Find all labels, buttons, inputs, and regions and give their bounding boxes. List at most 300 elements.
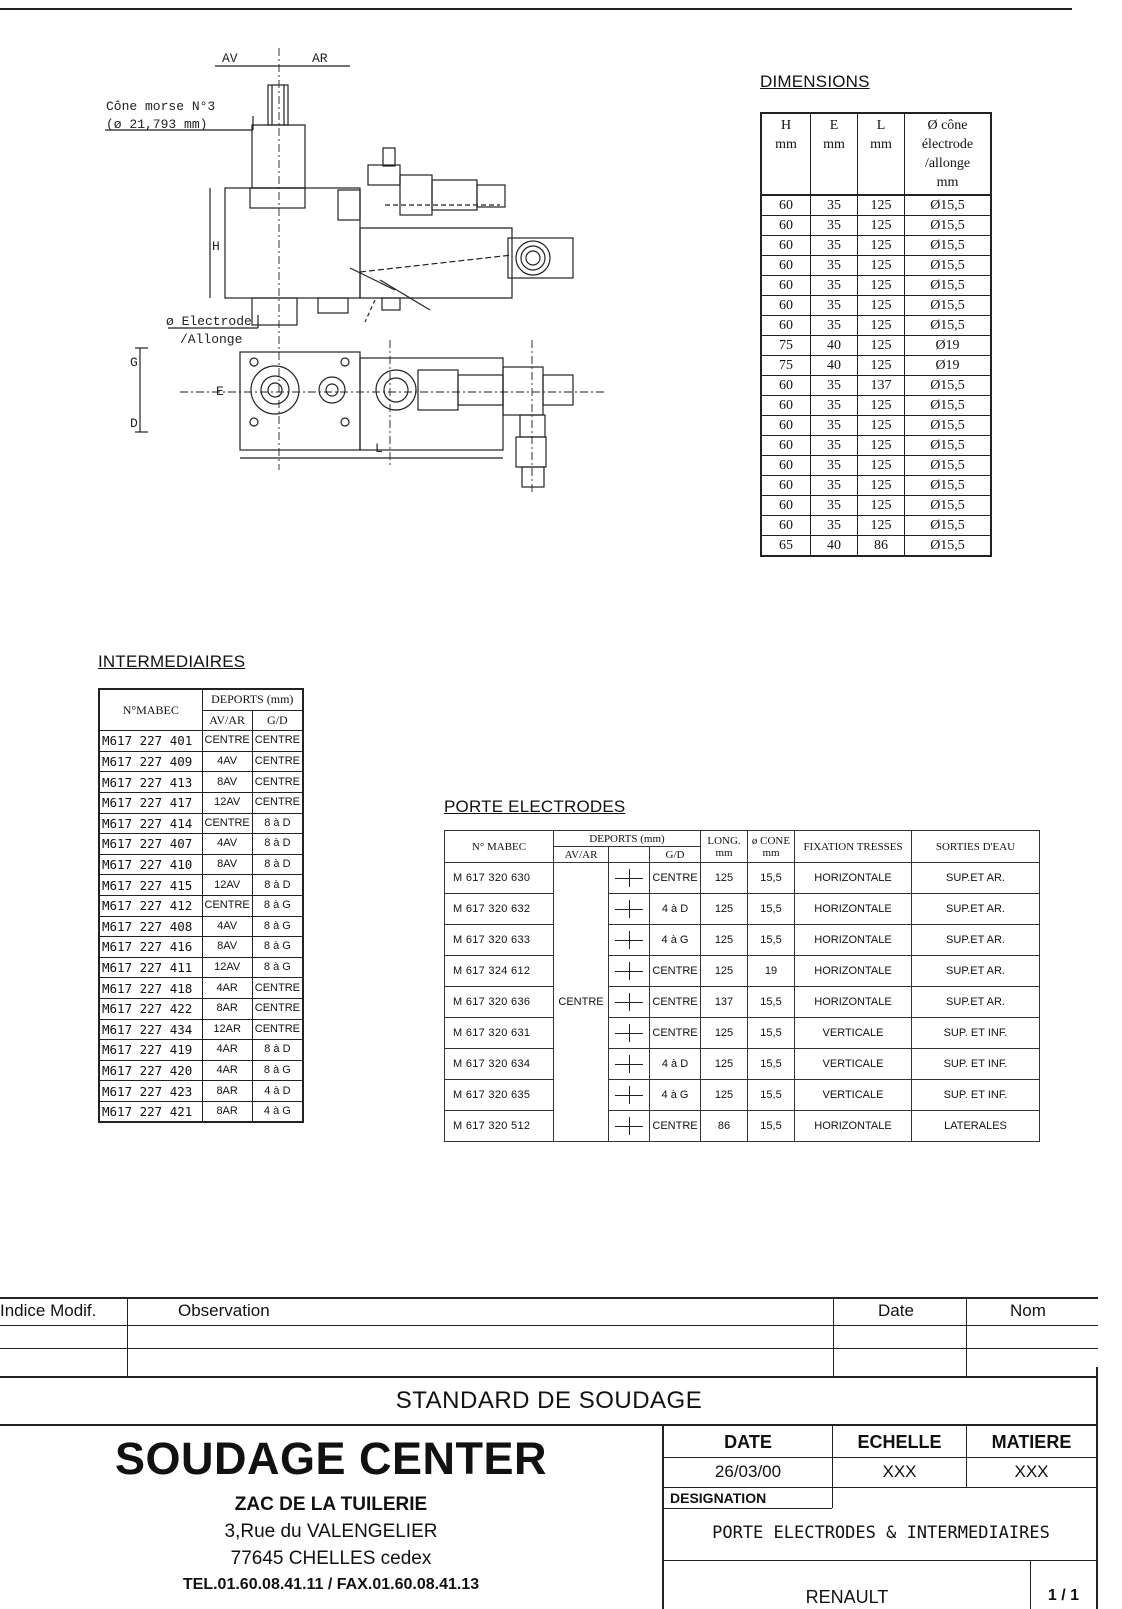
intermediaires-avar-cell: CENTRE: [202, 731, 252, 752]
porte-row: [445, 894, 1040, 925]
porte-long-cell: 125: [701, 863, 748, 894]
dimensions-cell: 35: [811, 436, 858, 456]
dimensions-cell: 35: [811, 416, 858, 436]
dimensions-cell: 40: [811, 356, 858, 376]
intermediaires-ref-cell: M617 227 413: [99, 772, 202, 793]
dimensions-row: [761, 496, 991, 516]
porte-fixation-cell: VERTICALE: [795, 1018, 912, 1049]
intermediaires-row: [99, 751, 303, 772]
dim-h-label: H: [212, 239, 220, 254]
porte-ref-cell: M 617 320 630: [445, 863, 554, 894]
dimensions-row: [761, 456, 991, 476]
porte-long-cell: 137: [701, 987, 748, 1018]
intermediaires-avar-cell: 12AV: [202, 875, 252, 896]
porte-ref-cell: M 617 320 636: [445, 987, 554, 1018]
intermediaires-row: [99, 895, 303, 916]
intermediaires-ref-cell: M617 227 414: [99, 813, 202, 834]
dimensions-cell: 35: [811, 276, 858, 296]
dimensions-cell: Ø15,5: [905, 516, 992, 536]
dimensions-row: [761, 536, 991, 557]
intermediaires-header-gd: G/D: [252, 710, 303, 731]
intermediaires-gd-cell: CENTRE: [252, 731, 303, 752]
intermediaires-ref-cell: M617 227 410: [99, 854, 202, 875]
dimensions-cell: 125: [858, 336, 905, 356]
porte-header-ref: N° MABEC: [445, 831, 554, 863]
porte-cone-cell: 15,5: [748, 925, 795, 956]
dimensions-header-cone-3: /allonge: [924, 156, 971, 171]
intermediaires-gd-cell: 4 à G: [252, 1101, 303, 1122]
dimensions-cell: 75: [761, 336, 811, 356]
porte-row: [445, 1111, 1040, 1142]
dimensions-row: [761, 296, 991, 316]
porte-fixation-cell: VERTICALE: [795, 1049, 912, 1080]
dimensions-cell: Ø15,5: [905, 316, 992, 336]
dimensions-cell: 35: [811, 236, 858, 256]
dimensions-cell: 125: [858, 476, 905, 496]
intermediaires-row: [99, 916, 303, 937]
dimensions-cell: 65: [761, 536, 811, 557]
porte-sorties-cell: SUP.ET AR.: [912, 925, 1040, 956]
dimensions-cell: 60: [761, 316, 811, 336]
cone-label: Cône morse N°3: [106, 99, 216, 114]
dimensions-cell: 125: [858, 236, 905, 256]
dimensions-cell: 60: [761, 456, 811, 476]
intermediaires-avar-cell: 12AV: [202, 957, 252, 978]
dimensions-cell: 125: [858, 195, 905, 216]
dimensions-cell: 35: [811, 216, 858, 236]
dimensions-cell: 60: [761, 416, 811, 436]
porte-electrodes-table: [444, 830, 1040, 1142]
dimensions-header-e-1: E: [829, 118, 839, 133]
porte-sorties-cell: SUP.ET AR.: [912, 956, 1040, 987]
intermediaires-ref-cell: M617 227 416: [99, 937, 202, 958]
porte-gd-cell: 4 à D: [650, 1049, 701, 1080]
porte-ref-cell: M 617 320 632: [445, 894, 554, 925]
dimensions-cell: Ø15,5: [905, 195, 992, 216]
intermediaires-row: [99, 978, 303, 999]
dimensions-cell: 125: [858, 456, 905, 476]
porte-gd-cell: CENTRE: [650, 1111, 701, 1142]
intermediaires-gd-cell: CENTRE: [252, 751, 303, 772]
matiere-label: MATIERE: [991, 1432, 1072, 1452]
porte-header-fixation: FIXATION TRESSES: [795, 831, 912, 863]
dimensions-cell: Ø15,5: [905, 456, 992, 476]
porte-header-cone-unit: mm: [762, 846, 780, 859]
date-label: DATE: [724, 1432, 772, 1452]
intermediaires-row: [99, 1081, 303, 1102]
deport-symbol-icon: [609, 1111, 650, 1142]
dimensions-cell: 35: [811, 496, 858, 516]
porte-row: [445, 1018, 1040, 1049]
top-border-line: [0, 8, 1072, 10]
porte-long-cell: 86: [701, 1111, 748, 1142]
intermediaires-row: [99, 834, 303, 855]
deport-symbol-icon: [609, 863, 650, 894]
porte-header-avar: AV/AR: [554, 847, 609, 863]
intermediaires-avar-cell: 4AV: [202, 916, 252, 937]
dimensions-cell: 35: [811, 296, 858, 316]
porte-ref-cell: M 617 320 512: [445, 1111, 554, 1142]
intermediaires-row: [99, 957, 303, 978]
intermediaires-title: INTERMEDIAIRES: [98, 652, 246, 671]
designation-value: PORTE ELECTRODES & INTERMEDIAIRES: [712, 1523, 1050, 1543]
porte-row: [445, 863, 1040, 894]
dimensions-title: DIMENSIONS: [760, 72, 870, 91]
label-av: AV: [222, 51, 238, 66]
porte-long-cell: 125: [701, 1049, 748, 1080]
cone-dimension: (ø 21,793 mm): [106, 117, 208, 132]
intermediaires-ref-cell: M617 227 421: [99, 1101, 202, 1122]
dimensions-cell: 75: [761, 356, 811, 376]
porte-sorties-cell: SUP.ET AR.: [912, 894, 1040, 925]
matiere-value: XXX: [1014, 1462, 1049, 1481]
dimensions-cell: 35: [811, 476, 858, 496]
intermediaires-ref-cell: M617 227 434: [99, 1019, 202, 1040]
dimensions-row: [761, 476, 991, 496]
intermediaires-ref-cell: M617 227 407: [99, 834, 202, 855]
intermediaires-ref-cell: M617 227 422: [99, 998, 202, 1019]
porte-fixation-cell: HORIZONTALE: [795, 987, 912, 1018]
address-line-4: TEL.01.60.08.41.11 / FAX.01.60.08.41.13: [182, 1576, 480, 1593]
intermediaires-ref-cell: M617 227 417: [99, 792, 202, 813]
dimensions-cell: 125: [858, 216, 905, 236]
dimensions-cell: Ø15,5: [905, 536, 992, 557]
porte-cone-cell: 15,5: [748, 1018, 795, 1049]
intermediaires-row: [99, 937, 303, 958]
intermediaires-header-avar: AV/AR: [202, 710, 252, 731]
dimensions-cell: Ø15,5: [905, 416, 992, 436]
intermediaires-gd-cell: CENTRE: [252, 998, 303, 1019]
dimensions-cell: 35: [811, 316, 858, 336]
intermediaires-avar-cell: 4AR: [202, 1040, 252, 1061]
porte-sorties-cell: LATERALES: [912, 1111, 1040, 1142]
intermediaires-avar-cell: 8AR: [202, 998, 252, 1019]
dimensions-header-h-2: mm: [775, 137, 797, 152]
dimensions-cell: Ø19: [905, 336, 992, 356]
dimensions-row: [761, 276, 991, 296]
dimensions-cell: 60: [761, 476, 811, 496]
dimensions-cell: Ø15,5: [905, 216, 992, 236]
deport-symbol-icon: [609, 956, 650, 987]
intermediaires-gd-cell: 8 à G: [252, 937, 303, 958]
porte-long-cell: 125: [701, 1080, 748, 1111]
intermediaires-row: [99, 1040, 303, 1061]
date-value: 26/03/00: [714, 1462, 782, 1481]
dimensions-cell: 60: [761, 276, 811, 296]
intermediaires-ref-cell: M617 227 423: [99, 1081, 202, 1102]
technical-drawing: [100, 40, 620, 520]
porte-cone-cell: 15,5: [748, 1111, 795, 1142]
intermediaires-avar-cell: 8AR: [202, 1101, 252, 1122]
dimensions-cell: 125: [858, 296, 905, 316]
porte-header-deports: DEPORTS (mm): [554, 831, 701, 847]
intermediaires-avar-cell: 4AR: [202, 1060, 252, 1081]
porte-fixation-cell: HORIZONTALE: [795, 956, 912, 987]
dimensions-header-l-2: mm: [870, 137, 892, 152]
dimensions-cell: Ø15,5: [905, 296, 992, 316]
label-ar: AR: [312, 51, 328, 66]
intermediaires-row: [99, 813, 303, 834]
porte-row: [445, 1080, 1040, 1111]
dimensions-cell: Ø15,5: [905, 276, 992, 296]
dimensions-header-e-2: mm: [823, 137, 845, 152]
porte-gd-cell: CENTRE: [650, 987, 701, 1018]
dimensions-row: [761, 356, 991, 376]
dimensions-cell: 35: [811, 456, 858, 476]
intermediaires-row: [99, 1101, 303, 1122]
dimensions-table: [760, 112, 992, 557]
porte-header-long: LONG.: [707, 834, 741, 847]
porte-sorties-cell: SUP.ET AR.: [912, 863, 1040, 894]
intermediaires-row: [99, 1019, 303, 1040]
porte-long-cell: 125: [701, 894, 748, 925]
porte-header-cone: ø CONE: [751, 834, 791, 847]
deport-symbol-icon: [609, 925, 650, 956]
intermediaires-ref-cell: M617 227 415: [99, 875, 202, 896]
porte-fixation-cell: HORIZONTALE: [795, 894, 912, 925]
dim-d-label: D: [130, 416, 138, 431]
porte-gd-cell: CENTRE: [650, 863, 701, 894]
dimensions-row: [761, 336, 991, 356]
intermediaires-row: [99, 792, 303, 813]
client-name: RENAULT: [805, 1587, 889, 1607]
allonge-label: /Allonge: [180, 332, 243, 347]
dimensions-cell: 86: [858, 536, 905, 557]
header-indice-modif: Indice Modif.: [0, 1301, 97, 1320]
porte-header-long-unit: mm: [715, 846, 733, 859]
intermediaires-avar-cell: CENTRE: [202, 813, 252, 834]
dim-e-label: E: [216, 384, 224, 399]
dim-l-label: L: [375, 441, 383, 456]
page-number: 1 / 1: [1047, 1587, 1080, 1604]
intermediaires-gd-cell: 8 à D: [252, 1040, 303, 1061]
dimensions-row: [761, 376, 991, 396]
intermediaires-gd-cell: 8 à G: [252, 895, 303, 916]
intermediaires-gd-cell: 8 à D: [252, 875, 303, 896]
dimensions-cell: 125: [858, 416, 905, 436]
dimensions-cell: Ø15,5: [905, 436, 992, 456]
dimensions-row: [761, 416, 991, 436]
dimensions-cell: 60: [761, 236, 811, 256]
dimensions-cell: 60: [761, 376, 811, 396]
porte-long-cell: 125: [701, 1018, 748, 1049]
porte-long-cell: 125: [701, 925, 748, 956]
intermediaires-avar-cell: 12AV: [202, 792, 252, 813]
intermediaires-avar-cell: 8AV: [202, 937, 252, 958]
header-date: Date: [878, 1301, 914, 1320]
company-name: SOUDAGE CENTER: [114, 1433, 548, 1484]
porte-cone-cell: 15,5: [748, 1080, 795, 1111]
address-line-2: 3,Rue du VALENGELIER: [224, 1521, 438, 1542]
porte-fixation-cell: HORIZONTALE: [795, 863, 912, 894]
intermediaires-gd-cell: 8 à D: [252, 813, 303, 834]
intermediaires-ref-cell: M617 227 420: [99, 1060, 202, 1081]
dimensions-cell: Ø15,5: [905, 236, 992, 256]
dimensions-row: [761, 516, 991, 536]
intermediaires-gd-cell: CENTRE: [252, 1019, 303, 1040]
intermediaires-ref-cell: M617 227 411: [99, 957, 202, 978]
dimensions-row: [761, 216, 991, 236]
deport-symbol-icon: [609, 1049, 650, 1080]
intermediaires-gd-cell: 8 à D: [252, 834, 303, 855]
porte-fixation-cell: HORIZONTALE: [795, 925, 912, 956]
dimensions-cell: 40: [811, 336, 858, 356]
address-line-3: 77645 CHELLES cedex: [230, 1548, 432, 1569]
intermediaires-row: [99, 772, 303, 793]
dimensions-header-cone-1: Ø cône: [927, 118, 968, 133]
porte-gd-cell: CENTRE: [650, 1018, 701, 1049]
porte-sorties-cell: SUP. ET INF.: [912, 1080, 1040, 1111]
intermediaires-ref-cell: M617 227 418: [99, 978, 202, 999]
porte-fixation-cell: VERTICALE: [795, 1080, 912, 1111]
dimensions-row: [761, 316, 991, 336]
porte-gd-cell: 4 à D: [650, 894, 701, 925]
echelle-label: ECHELLE: [857, 1432, 942, 1452]
dimensions-row: [761, 396, 991, 416]
intermediaires-ref-cell: M617 227 419: [99, 1040, 202, 1061]
porte-sorties-cell: SUP. ET INF.: [912, 1018, 1040, 1049]
porte-row: [445, 956, 1040, 987]
porte-sorties-cell: SUP. ET INF.: [912, 1049, 1040, 1080]
intermediaires-avar-cell: 12AR: [202, 1019, 252, 1040]
dimensions-cell: Ø15,5: [905, 476, 992, 496]
dimensions-cell: 125: [858, 516, 905, 536]
porte-ref-cell: M 617 320 633: [445, 925, 554, 956]
intermediaires-row: [99, 854, 303, 875]
designation-label: DESIGNATION: [670, 1490, 767, 1506]
intermediaires-gd-cell: 8 à G: [252, 916, 303, 937]
intermediaires-avar-cell: 4AR: [202, 978, 252, 999]
intermediaires-ref-cell: M617 227 401: [99, 731, 202, 752]
dimensions-cell: 125: [858, 356, 905, 376]
porte-gd-cell: 4 à G: [650, 925, 701, 956]
deport-symbol-icon: [609, 987, 650, 1018]
dimensions-cell: Ø15,5: [905, 496, 992, 516]
dimensions-cell: 35: [811, 396, 858, 416]
dimensions-cell: 125: [858, 256, 905, 276]
porte-header-gd: G/D: [650, 847, 701, 863]
dimensions-cell: 60: [761, 496, 811, 516]
intermediaires-ref-cell: M617 227 409: [99, 751, 202, 772]
porte-avar-cell: CENTRE: [554, 863, 609, 1142]
intermediaires-avar-cell: 4AV: [202, 834, 252, 855]
electrode-label: ø Electrode: [166, 314, 252, 329]
dimensions-cell: 60: [761, 216, 811, 236]
porte-long-cell: 125: [701, 956, 748, 987]
intermediaires-row: [99, 998, 303, 1019]
standard-title: STANDARD DE SOUDAGE: [395, 1387, 703, 1414]
intermediaires-gd-cell: CENTRE: [252, 978, 303, 999]
intermediaires-row: [99, 875, 303, 896]
intermediaires-table: [98, 688, 304, 1123]
deport-symbol-icon: [609, 1080, 650, 1111]
intermediaires-gd-cell: 8 à G: [252, 1060, 303, 1081]
dimensions-cell: 60: [761, 195, 811, 216]
intermediaires-avar-cell: 8AV: [202, 772, 252, 793]
intermediaires-ref-cell: M617 227 412: [99, 895, 202, 916]
intermediaires-header-deports: DEPORTS (mm): [202, 689, 303, 710]
dimensions-cell: Ø19: [905, 356, 992, 376]
porte-ref-cell: M 617 320 631: [445, 1018, 554, 1049]
dimensions-cell: 35: [811, 516, 858, 536]
intermediaires-row: [99, 1060, 303, 1081]
porte-fixation-cell: HORIZONTALE: [795, 1111, 912, 1142]
deport-symbol-icon: [609, 894, 650, 925]
dimensions-cell: 60: [761, 436, 811, 456]
intermediaires-row: [99, 731, 303, 752]
intermediaires-gd-cell: 4 à D: [252, 1081, 303, 1102]
porte-gd-cell: CENTRE: [650, 956, 701, 987]
dimensions-cell: Ø15,5: [905, 396, 992, 416]
intermediaires-avar-cell: 8AR: [202, 1081, 252, 1102]
porte-ref-cell: M 617 320 634: [445, 1049, 554, 1080]
dimensions-cell: Ø15,5: [905, 376, 992, 396]
dimensions-header-cone-2: électrode: [921, 137, 974, 152]
porte-cone-cell: 15,5: [748, 987, 795, 1018]
dimensions-cell: 125: [858, 436, 905, 456]
dimensions-cell: 35: [811, 376, 858, 396]
dimensions-cell: 60: [761, 396, 811, 416]
dimensions-header-cone-4: mm: [936, 175, 959, 190]
header-observation: Observation: [178, 1301, 270, 1320]
dimensions-cell: 60: [761, 296, 811, 316]
echelle-value: XXX: [882, 1462, 917, 1481]
porte-ref-cell: M 617 320 635: [445, 1080, 554, 1111]
porte-sorties-cell: SUP.ET AR.: [912, 987, 1040, 1018]
porte-cone-cell: 15,5: [748, 894, 795, 925]
header-nom: Nom: [1010, 1301, 1046, 1320]
dimensions-row: [761, 236, 991, 256]
dimensions-row: [761, 256, 991, 276]
intermediaires-avar-cell: CENTRE: [202, 895, 252, 916]
dimensions-header-l-1: L: [876, 118, 886, 133]
dimensions-row: [761, 436, 991, 456]
porte-gd-cell: 4 à G: [650, 1080, 701, 1111]
dimensions-cell: 125: [858, 396, 905, 416]
dimensions-cell: 137: [858, 376, 905, 396]
porte-electrodes-title: PORTE ELECTRODES: [444, 797, 626, 816]
porte-cone-cell: 19: [748, 956, 795, 987]
porte-cone-cell: 15,5: [748, 1049, 795, 1080]
dimensions-row: [761, 195, 991, 216]
intermediaires-avar-cell: 8AV: [202, 854, 252, 875]
dimensions-cell: 60: [761, 256, 811, 276]
intermediaires-gd-cell: CENTRE: [252, 772, 303, 793]
porte-row: [445, 1049, 1040, 1080]
dim-g-label: G: [130, 355, 138, 370]
address-line-1: ZAC DE LA TUILERIE: [234, 1494, 428, 1515]
dimensions-cell: Ø15,5: [905, 256, 992, 276]
porte-row: [445, 925, 1040, 956]
dimensions-cell: 35: [811, 195, 858, 216]
intermediaires-gd-cell: 8 à D: [252, 854, 303, 875]
intermediaires-avar-cell: 4AV: [202, 751, 252, 772]
intermediaires-ref-cell: M617 227 408: [99, 916, 202, 937]
porte-ref-cell: M 617 324 612: [445, 956, 554, 987]
dimensions-cell: 125: [858, 316, 905, 336]
title-block: [0, 1297, 1098, 1609]
intermediaires-header-ref: N°MABEC: [99, 689, 202, 731]
intermediaires-gd-cell: CENTRE: [252, 792, 303, 813]
porte-header-sorties: SORTIES D'EAU: [912, 831, 1040, 863]
dimensions-cell: 125: [858, 496, 905, 516]
dimensions-cell: 35: [811, 256, 858, 276]
porte-cone-cell: 15,5: [748, 863, 795, 894]
deport-symbol-icon: [609, 1018, 650, 1049]
dimensions-cell: 125: [858, 276, 905, 296]
dimensions-header-h-1: H: [780, 118, 792, 133]
dimensions-cell: 40: [811, 536, 858, 557]
